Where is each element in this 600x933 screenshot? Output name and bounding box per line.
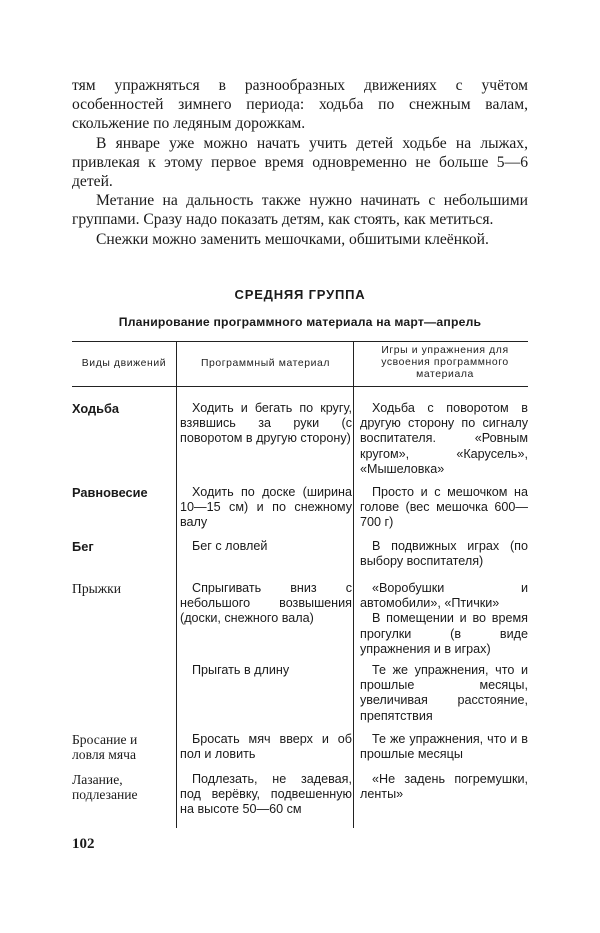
row-running-games: В подвижных играх (по выбору воспитателя): [360, 539, 528, 569]
row-jumping-program: Спрыгивать вниз с небольшого возвышения (доски, снежного вала): [180, 581, 352, 626]
page-number: 102: [72, 836, 95, 852]
column-divider-1: [176, 341, 177, 828]
paragraph-1: тям упражняться в разнообразных движениях с учётом особенностей зимнего периода: ходьба по снежным валам, скольжение по ледяным дорожкам.: [72, 77, 528, 133]
row-running-movement: Бег: [72, 539, 94, 554]
table-header-rule: [72, 386, 528, 387]
row-running-program: Бег с ловлей: [192, 539, 268, 553]
table-title: Планирование программного материала на март—апрель: [118, 315, 482, 329]
paragraph-3: Метание на дальность также нужно начинать с небольшими группами. Сразу надо показать детям, как стоять, как метиться.: [72, 192, 528, 229]
header-program: Программный материал: [200, 358, 331, 369]
body-text: [72, 76, 528, 249]
row-walking-movement: Ходьба: [72, 401, 120, 416]
row-jumping-movement: Прыжки: [72, 581, 122, 596]
paragraph-2: В январе уже можно начать учить детей ходьбе на лыжах, привлекая к этому первое время одновременно не больше 5—6 детей.: [72, 134, 528, 191]
row-long-jump-games: Те же упражнения, что и прошлые месяцы, увеличивая расстояние, препятствия: [360, 663, 528, 723]
row-long-jump-program: Прыгать в длину: [192, 663, 290, 677]
table-top-rule: [72, 341, 528, 342]
header-movements: Виды движений: [81, 358, 167, 369]
row-balance-program: Ходить по доске (ширина 10—15 см) и по снежному валу: [180, 485, 352, 530]
row-walking-games: Ходьба с поворотом в другую сторону по сигналу воспитателя. «Ровным кругом», «Карусель», «Мышеловка»: [360, 401, 528, 476]
row-jumping-games: «Воробушки и автомобили», «Птички» В помещении и во время прогулки (в виде упражнения и в играх): [360, 581, 528, 656]
column-divider-2: [353, 341, 354, 828]
header-games: Игры и упражнения для усвоения программного материала: [381, 345, 509, 380]
row-climbing-movement: Лазание, подлезание: [72, 772, 138, 803]
row-climbing-games: «Не задень погремушки, ленты»: [360, 772, 528, 802]
row-ball-games: Те же упражнения, что и в прошлые месяцы: [360, 732, 528, 762]
section-title: СРЕДНЯЯ ГРУППА: [234, 287, 366, 302]
row-ball-program: Бросать мяч вверх и об пол и ловить: [180, 732, 352, 762]
row-walking-program: Ходить и бегать по кругу, взявшись за руки (с поворотом в другую сторону): [180, 401, 352, 446]
row-ball-movement: Бросание и ловля мяча: [72, 732, 138, 763]
row-balance-movement: Равновесие: [72, 485, 148, 500]
row-balance-games: Просто и с мешочком на голове (вес мешочка 600—700 г): [360, 485, 528, 530]
program-table: [72, 341, 528, 828]
paragraph-4: Снежки можно заменить мешочками, обшитыми клеёнкой.: [96, 230, 489, 248]
row-climbing-program: Подлезать, не задевая, под верёвку, подвешенную на высоте 50—60 см: [180, 772, 352, 817]
